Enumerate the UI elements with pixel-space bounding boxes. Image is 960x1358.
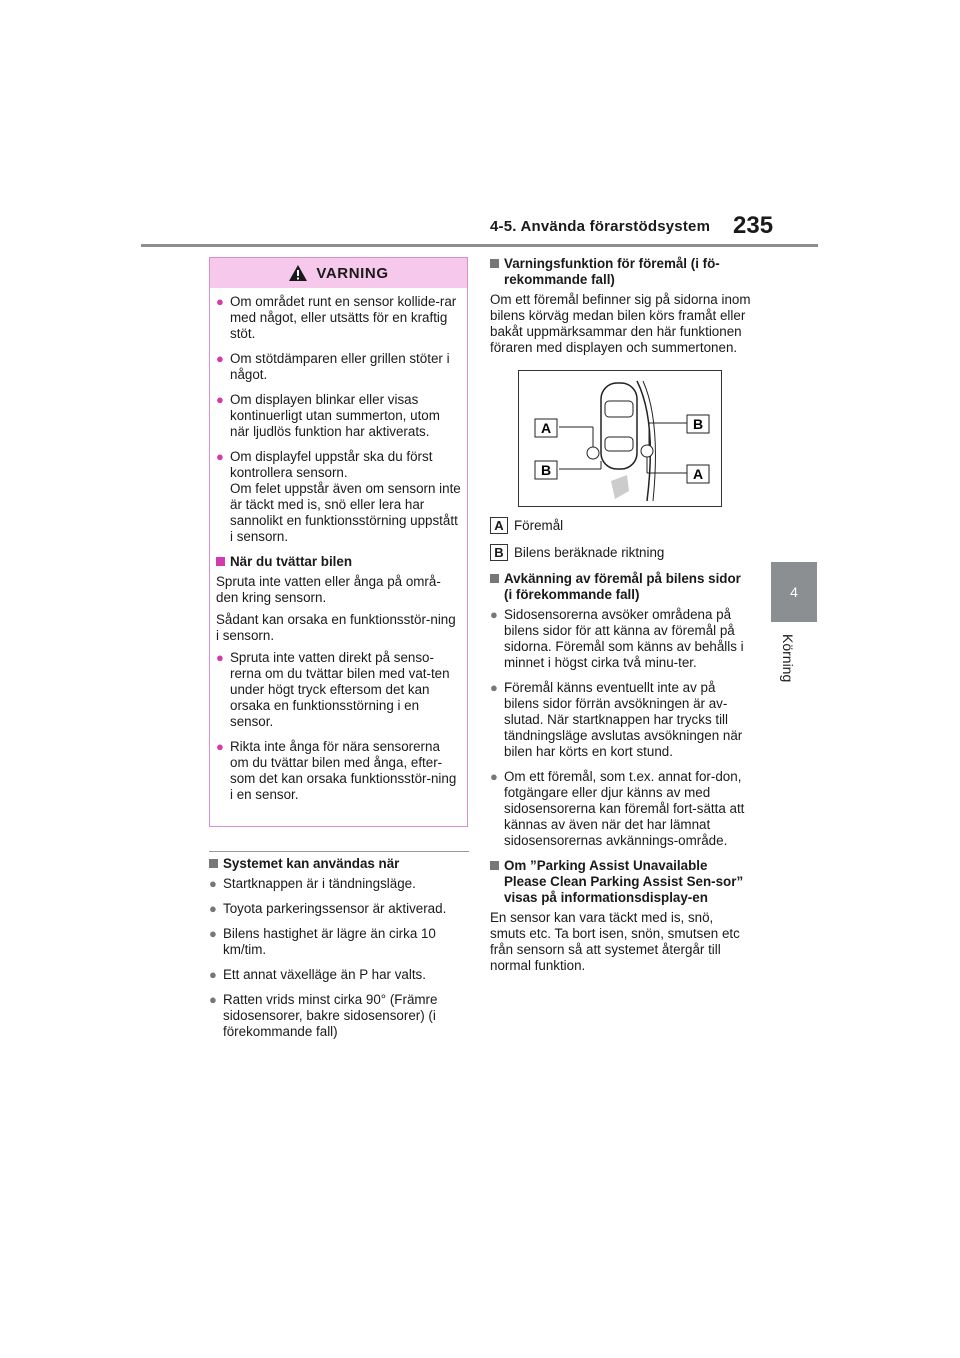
warning-bullet: ● Om stötdämparen eller grillen stöter i något. xyxy=(216,351,450,382)
diagram-label-b: B xyxy=(540,462,552,478)
legend-text: Bilens beräknade riktning xyxy=(514,545,665,560)
list-item: ● Ratten vrids minst cirka 90° (Främre sidosensorer, bakre sidosensorer) (i förekommande fall) xyxy=(209,992,438,1039)
wash-bullet: ● Rikta inte ånga för nära sensorerna om du tvättar bilen med ånga, efter-som det kan orsaka funktionsstör-ning i en sensor. xyxy=(216,739,457,802)
sensor-diagram xyxy=(518,370,722,507)
wash-heading: När du tvättar bilen xyxy=(216,554,461,570)
warning-triangle-icon xyxy=(288,264,308,282)
list-item: ● Föremål känns eventuellt inte av på bilens sidor förrän avsökningen är av-slutad. När startknappen har trycks till tändningsläge avslutas avsökningen när bilen har körts en kort stund. xyxy=(490,680,743,759)
legend-text: Föremål xyxy=(514,518,564,533)
diagram-label-a: A xyxy=(692,466,704,482)
car-sensor-illustration xyxy=(519,371,721,506)
legend-key: B xyxy=(490,544,508,561)
warning-function-text: Om ett föremål befinner sig på sidorna inom bilens körväg medan bilen körs framåt eller bakåt uppmärksammar den här funktionen föraren med displayen och summertonen. xyxy=(490,292,751,355)
diagram-label-b: B xyxy=(692,416,704,432)
system-usable-heading: Systemet kan användas när xyxy=(209,856,469,872)
warning-function-heading: Varningsfunktion för föremål (i fö-rekommande fall) xyxy=(490,256,752,288)
wash-paragraph: Spruta inte vatten eller ånga på områ-den kring sensorn. xyxy=(216,574,441,605)
page-number: 235 xyxy=(733,212,774,239)
section-title: 4-5. Använda förarstödsystem xyxy=(490,218,711,235)
list-item: ● Bilens hastighet är lägre än cirka 10 km/tim. xyxy=(209,926,436,957)
warning-bullet: ● Om området runt en sensor kollide-rar med något, eller utsätts för en kraftig stöt. xyxy=(216,294,457,341)
warning-header xyxy=(210,258,467,288)
legend-key: A xyxy=(490,517,508,534)
side-detection-heading: Avkänning av föremål på bilens sidor (i förekommande fall) xyxy=(490,571,752,603)
diagram-label-a: A xyxy=(540,420,552,436)
list-item: ● Sidosensorerna avsöker områdena på bilens sidor för att känna av föremål på sidorna. Föremål som känns av behålls i minnet i högst cirka två minu-ter. xyxy=(490,607,744,670)
warning-box xyxy=(209,257,468,827)
divider xyxy=(209,851,469,852)
chapter-tab[interactable]: 4 xyxy=(771,562,817,622)
legend-item xyxy=(490,517,752,534)
warning-title: VARNING xyxy=(316,264,389,282)
wash-bullet: ● Spruta inte vatten direkt på senso-rerna om du tvättar bilen med vat-ten under högt tryck eftersom det kan orsaka en funktionsstörning i en sensor. xyxy=(216,650,450,729)
unavailable-heading: Om ”Parking Assist Unavailable Please Clean Parking Assist Sen-sor” visas på informationsdisplay-en xyxy=(490,858,752,906)
list-item: ● Toyota parkeringssensor är aktiverad. xyxy=(209,901,447,916)
chapter-label: Körning xyxy=(780,634,796,683)
header-rule xyxy=(141,244,818,247)
warning-bullet: ● Om displayen blinkar eller visas kontinuerligt utan summerton, utom när ljudlös funktion har aktiverats. xyxy=(216,392,440,439)
warning-bullet: ● Om displayfel uppstår ska du först kontrollera sensorn. Om felet uppstår även om sensorn inte är täckt med is, snö eller lera har sannolikt en funktionsstörning uppstått i sensorn. xyxy=(216,449,461,544)
list-item: ● Startknappen är i tändningsläge. xyxy=(209,876,416,891)
right-column xyxy=(490,256,752,980)
list-item: ● Ett annat växelläge än P har valts. xyxy=(209,967,426,982)
legend-item xyxy=(490,544,752,561)
wash-paragraph: Sådant kan orsaka en funktionsstör-ning i sensorn. xyxy=(216,612,456,643)
system-usable-section xyxy=(209,851,469,1049)
list-item: ● Om ett föremål, som t.ex. annat for-don, fotgängare eller djur känns av med sidosensorerna kan föremål fort-sätta att kännas av även när det har lämnat sidosensorernas avkännings-område. xyxy=(490,769,745,848)
unavailable-text: En sensor kan vara täckt med is, snö, smuts etc. Ta bort isen, snön, smutsen etc från sensorn så att systemet återgår till normal funktion. xyxy=(490,910,740,973)
